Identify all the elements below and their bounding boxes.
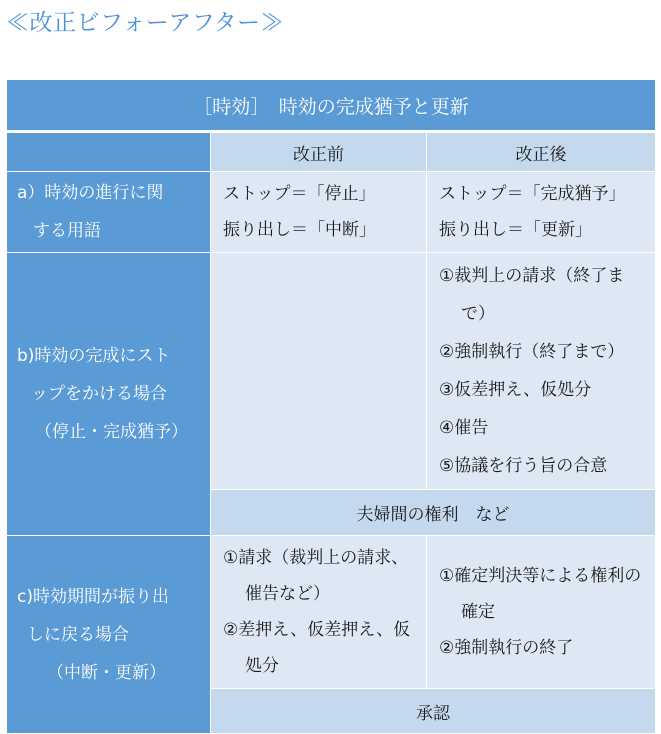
- row-head-a-line: a）時効の進行に関: [17, 183, 164, 203]
- row-head-b-line: （停止・完成猶予）: [35, 422, 188, 442]
- row-a-before-line: 振り出し＝「中断」: [223, 220, 376, 240]
- column-header-before: 改正前: [211, 132, 427, 172]
- row-b-after-item: ①裁判上の請求（終了まで）: [439, 266, 625, 324]
- row-a-before: [211, 172, 427, 253]
- reform-comparison-table: [6, 79, 656, 734]
- row-head-c-line: （中断・更新）: [47, 662, 166, 683]
- row-head-a-line: する用語: [33, 221, 101, 241]
- row-c-after: [427, 536, 656, 689]
- row-b-after-item: ④催告: [439, 418, 489, 438]
- row-head-c-line: しに戻る場合: [27, 624, 129, 645]
- row-c-before-item: ②差押え、仮差押え、仮処分: [223, 620, 411, 676]
- header-blank-cell: [7, 132, 211, 172]
- row-c-after-item: ①確定判決等による権利の確定: [439, 566, 642, 622]
- row-c-before-item: ①請求（裁判上の請求、催告など）: [223, 548, 409, 604]
- row-a-before-line: ストップ＝「停止」: [223, 184, 376, 204]
- row-b-shared: 夫婦間の権利 など: [211, 490, 656, 536]
- row-c-after-item: ②強制執行の終了: [439, 638, 574, 658]
- column-header-after: 改正後: [427, 132, 656, 172]
- row-head-a: [7, 172, 211, 253]
- row-b-after: [427, 253, 656, 490]
- row-head-c: [7, 536, 211, 734]
- row-a-after-line: ストップ＝「完成猶予」: [439, 184, 626, 204]
- row-b-after-item: ②強制執行（終了まで）: [439, 342, 625, 362]
- table-title: ［時効］ 時効の完成猶予と更新: [7, 80, 656, 132]
- row-head-b: [7, 253, 211, 536]
- row-b-after-item: ⑤協議を行う旨の合意: [439, 456, 608, 476]
- row-head-c-line: c)時効期間が振り出: [17, 586, 169, 607]
- page-heading: ≪改正ビフォーアフター≫: [6, 10, 285, 36]
- row-c-shared: 承認: [211, 689, 656, 734]
- row-c-before: [211, 536, 427, 689]
- row-head-b-line: b)時効の完成にスト: [17, 346, 171, 366]
- row-b-after-item: ③仮差押え、仮処分: [439, 380, 592, 400]
- row-head-b-line: ップをかける場合: [31, 384, 167, 404]
- row-b-before: [211, 253, 427, 490]
- row-a-after: [427, 172, 656, 253]
- row-a-after-line: 振り出し＝「更新」: [439, 220, 592, 240]
